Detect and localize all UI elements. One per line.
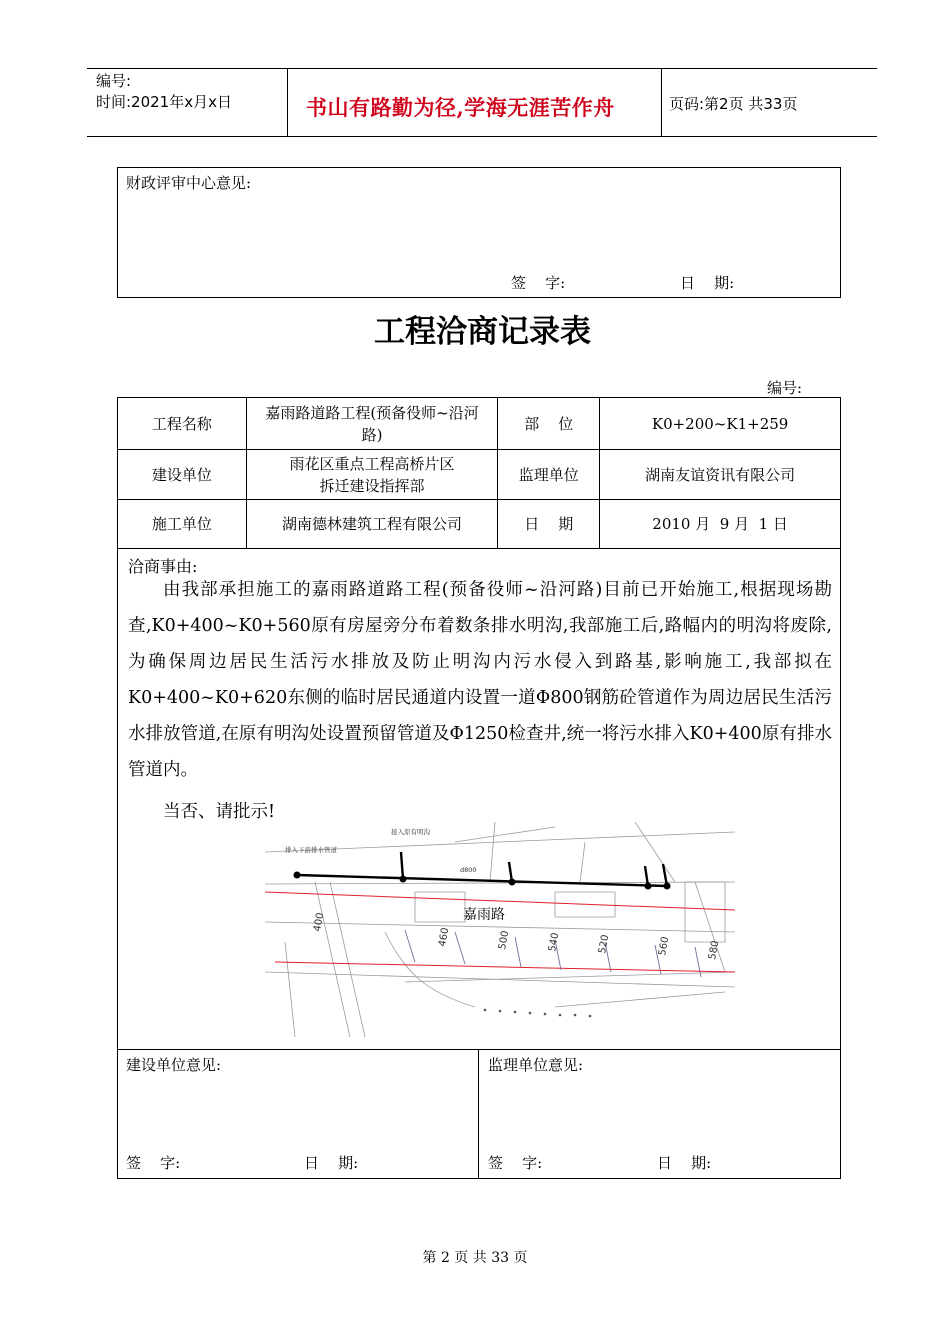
header-bottom-rule xyxy=(87,136,877,137)
reason-label: 洽商事由: xyxy=(128,557,198,576)
footer-page-number: 第 2 页 共 33 页 xyxy=(422,1250,528,1266)
header-motto: 书山有路勤为径,学海无涯苦作舟 xyxy=(306,95,615,120)
page-title: 工程洽商记录表 xyxy=(374,314,591,350)
reason-closing: 当否、请批示! xyxy=(163,802,276,822)
map-road-label: 嘉雨路 xyxy=(463,907,505,923)
supervisor-label: 监理单位 xyxy=(498,450,600,500)
map-station-label: 520 xyxy=(597,933,612,955)
client-label: 建设单位 xyxy=(118,450,247,500)
table-row xyxy=(118,500,841,549)
header-time-label: 时间:2021年x月x日 xyxy=(96,93,232,111)
date-label: 日 期 xyxy=(498,500,600,549)
position-value: K0+200~K1+259 xyxy=(600,398,841,450)
supervisor-opinion-label: 监理单位意见: xyxy=(488,1056,584,1074)
map-size-label: d800 xyxy=(460,866,477,874)
header-page-label: 页码:第2页 共33页 xyxy=(669,95,798,113)
record-number-label: 编号: xyxy=(767,379,803,397)
client-sign-label: 签 字: xyxy=(126,1154,181,1172)
supervisor-value: 湖南友谊资讯有限公司 xyxy=(600,450,841,500)
reason-paragraph: 由我部承担施工的嘉雨路道路工程(预备役师~沿河路)目前已开始施工,根据现场勘查,K0+400~K0+560原有房屋旁分布着数条排水明沟,我部施工后,路幅内的明沟将废除,为确保周边居民生活污水排放及防止明沟内污水侵入到路基,影响施工,我部拟在K0+400~K0+620东侧的临时居民通道内设置一道Φ800钢筋砼管道作为周边居民生活污水排放管道,在原有明沟处设置预留管道及Φ1250检查井,统一将污水排入K0+400原有排水管道内。 xyxy=(128,580,832,780)
supervisor-date-label: 日 期: xyxy=(657,1154,712,1172)
client-opinion-label: 建设单位意见: xyxy=(126,1056,222,1074)
client-value-line1: 雨花区重点工程高桥片区 xyxy=(289,454,455,473)
project-name-value: 嘉雨路道路工程(预备役师~沿河路) xyxy=(246,398,498,450)
finance-date-label: 日 期: xyxy=(680,274,735,292)
contractor-value: 湖南德林建筑工程有限公司 xyxy=(246,500,498,549)
map-inlet-label: 接入原有明沟 xyxy=(391,828,430,836)
header-number-label: 编号: xyxy=(96,72,132,90)
supervisor-sign-label: 签 字: xyxy=(488,1154,543,1172)
map-station-label: 460 xyxy=(437,926,452,948)
client-value-line2: 拆迁建设指挥部 xyxy=(319,476,425,495)
finance-sign-label: 签 字: xyxy=(511,274,566,292)
map-dotted-line xyxy=(484,1009,592,1018)
header-divider-left xyxy=(287,68,288,136)
site-map xyxy=(255,822,745,1037)
position-label: 部 位 xyxy=(498,398,600,450)
client-date-label: 日 期: xyxy=(304,1154,359,1172)
map-station-label: 580 xyxy=(707,939,722,961)
map-station-label: 500 xyxy=(497,929,512,951)
map-background-lines xyxy=(265,822,735,1037)
map-station-label: 400 xyxy=(312,911,327,933)
supervisor-opinion-box xyxy=(478,1049,841,1179)
header-divider-right xyxy=(661,68,662,136)
project-info-table xyxy=(117,397,841,549)
date-value: 2010 月 9 月 1 日 xyxy=(600,500,841,549)
project-name-label: 工程名称 xyxy=(118,398,247,450)
map-station-label: 560 xyxy=(657,935,672,957)
map-station-label: 540 xyxy=(547,931,562,953)
client-opinion-box xyxy=(117,1049,479,1179)
map-pipe-label: 排入下游排水管道 xyxy=(285,846,337,854)
table-row xyxy=(118,450,841,500)
header-top-rule xyxy=(87,68,877,69)
table-row xyxy=(118,398,841,450)
map-pipe-line xyxy=(297,852,667,886)
finance-opinion-label: 财政评审中心意见: xyxy=(126,174,252,192)
client-value xyxy=(246,450,498,500)
contractor-label: 施工单位 xyxy=(118,500,247,549)
finance-opinion-box xyxy=(117,167,841,298)
